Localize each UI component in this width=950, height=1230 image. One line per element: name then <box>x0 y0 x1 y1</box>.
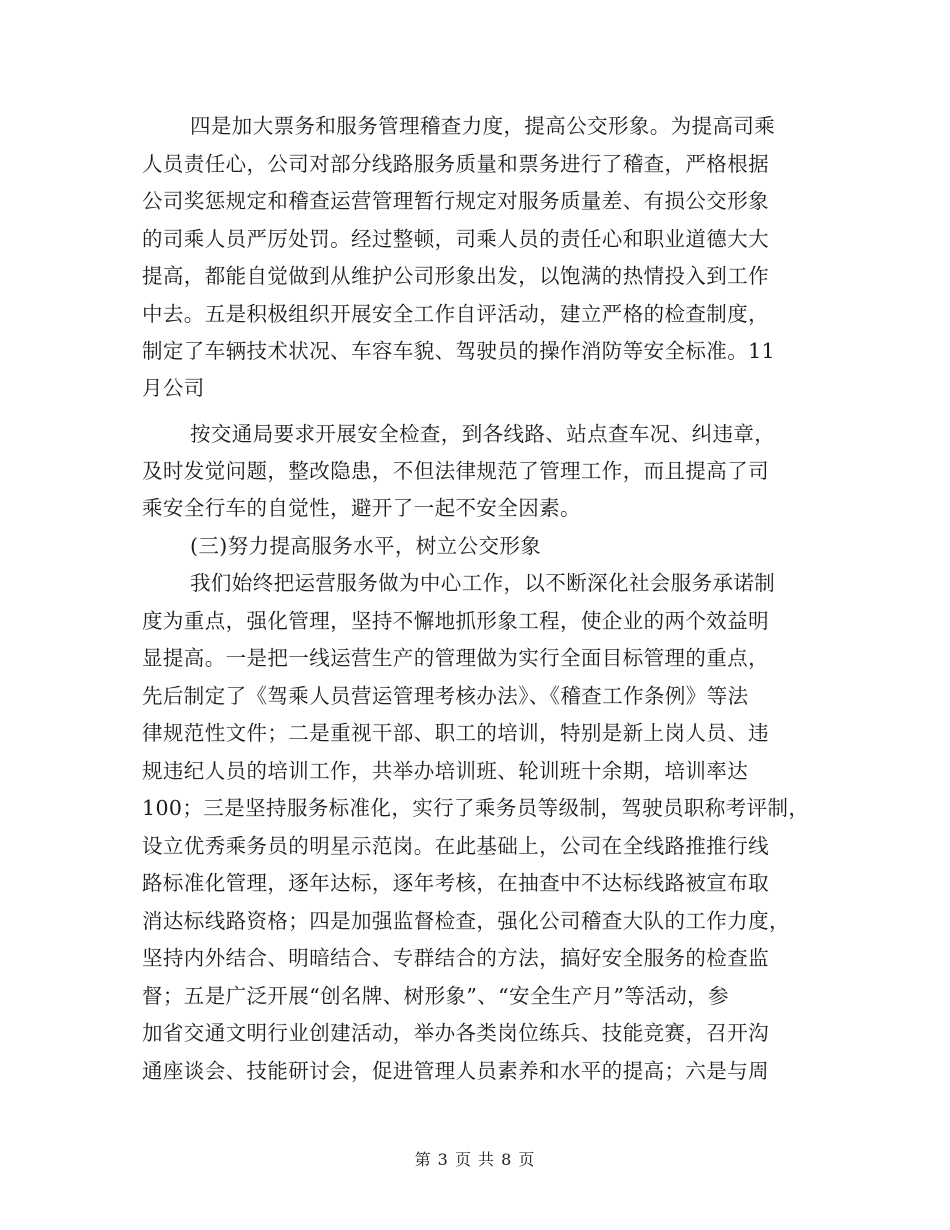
body-text-line: 度为重点，强化管理，坚持不懈地抓形象工程，使企业的两个效益明 <box>142 609 769 633</box>
body-text-line: 通座谈会、技能研讨会，促进管理人员素养和水平的提高；六是与周 <box>142 1059 769 1083</box>
body-text-line: 规违纪人员的培训工作，共举办培训班、轮训班十余期，培训率达 <box>142 759 749 783</box>
body-text-line: 坚持内外结合、明暗结合、专群结合的方法，搞好安全服务的检查监 <box>142 946 769 970</box>
body-text-line: 消达标线路资格；四是加强监督检查，强化公司稽查大队的工作力度， <box>142 909 790 933</box>
body-text-line: 月公司 <box>142 376 205 400</box>
body-text-line: 按交通局要求开展安全检查，到各线路、站点查车况、纠违章， <box>190 422 776 446</box>
body-text-line: 督；五是广泛开展“创名牌、树形象”、“安全生产月”等活动，参 <box>142 984 729 1008</box>
body-text-line: 律规范性文件；二是重视干部、职工的培训，特别是新上岗人员、违 <box>142 721 769 745</box>
section-heading: (三)努力提高服务水平，树立公交形象 <box>190 534 542 558</box>
body-text-line: 人员责任心，公司对部分线路服务质量和票务进行了稽查，严格根据 <box>142 152 769 176</box>
body-text-line: 加省交通文明行业创建活动，举办各类岗位练兵、技能竞赛，召开沟 <box>142 1021 769 1045</box>
body-text-line: 中去。五是积极组织开展安全工作自评活动，建立严格的检查制度， <box>142 302 769 326</box>
body-text-line: 100；三是坚持服务标准化，实行了乘务员等级制，驾驶员职称考评制， <box>142 796 810 820</box>
page-number-footer: 第 3 页 共 8 页 <box>414 1150 536 1169</box>
body-text-line: 显提高。一是把一线运营生产的管理做为实行全面目标管理的重点， <box>142 646 769 670</box>
body-text-line: 先后制定了《驾乘人员营运管理考核办法》、《稽查工作条例》等法 <box>142 684 749 708</box>
body-text-line: 制定了车辆技术状况、车容车貌、驾驶员的操作消防等安全标准。11 <box>142 339 775 363</box>
body-text-line: 我们始终把运营服务做为中心工作，以不断深化社会服务承诺制 <box>190 571 776 595</box>
body-text-line: 路标准化管理，逐年达标，逐年考核，在抽查中不达标线路被宣布取 <box>142 871 769 895</box>
body-text-line: 公司奖惩规定和稽查运营管理暂行规定对服务质量差、有损公交形象 <box>142 189 769 213</box>
body-text-line: 四是加大票务和服务管理稽查力度，提高公交形象。为提高司乘 <box>190 114 776 138</box>
body-text-line: 及时发觉问题，整改隐患，不但法律规范了管理工作，而且提高了司 <box>142 459 769 483</box>
body-text-line: 乘安全行车的自觉性，避开了一起不安全因素。 <box>142 496 581 520</box>
body-text-line: 设立优秀乘务员的明星示范岗。在此基础上，公司在全线路推推行线 <box>142 834 769 858</box>
body-text-line: 提高，都能自觉做到从维护公司形象出发，以饱满的热情投入到工作 <box>142 264 769 288</box>
body-text-line: 的司乘人员严厉处罚。经过整顿，司乘人员的责任心和职业道德大大 <box>142 227 769 251</box>
